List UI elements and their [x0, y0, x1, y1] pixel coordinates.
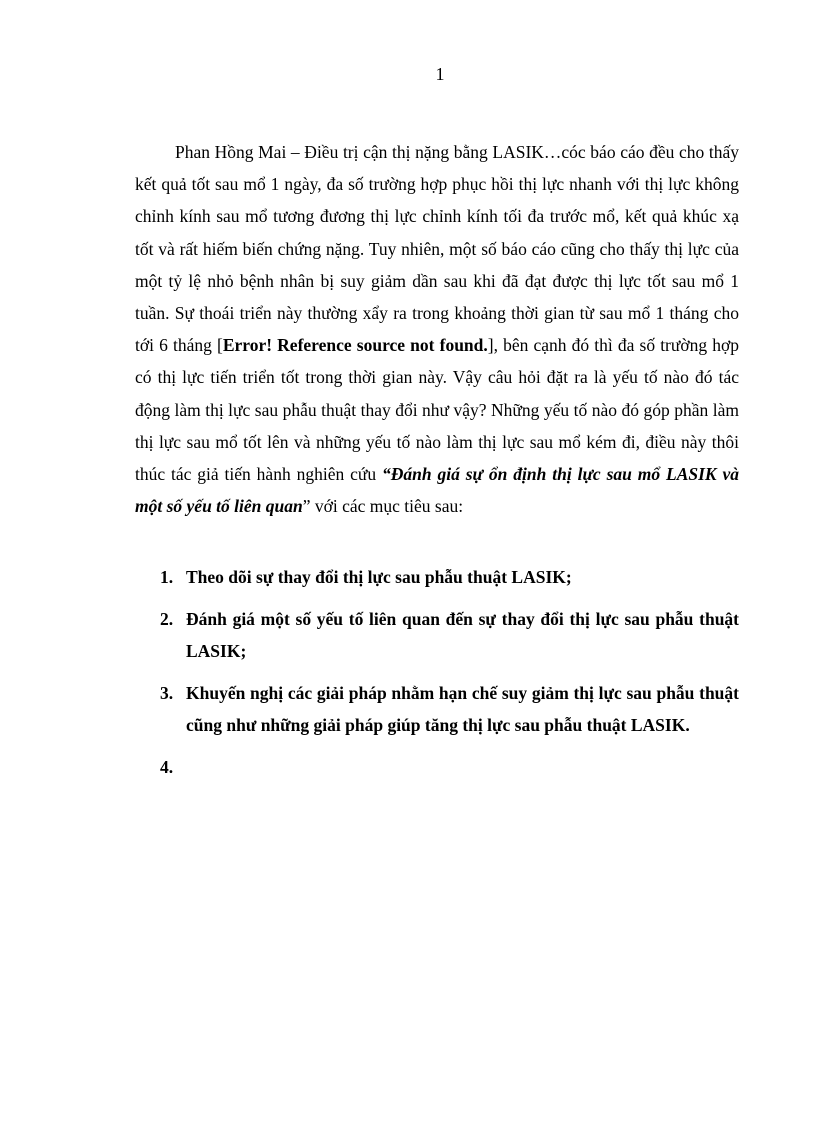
objective-number: 3. [160, 683, 174, 703]
objectives-list [135, 561, 739, 793]
objective-number: 1. [160, 567, 174, 587]
paragraph-text-part1: Phan Hồng Mai – Điều trị cận thị nặng bằng LASIK…cóc báo cáo đều cho thấy kết quả tốt sau mổ 1 ngày, đa số trường hợp phục hồi thị lực nhanh với thị lực không chỉnh kính sau mổ tương đương thị lực chỉnh kính tối đa trước mổ, kết quả khúc xạ tốt và rất hiếm biến chứng nặng. Tuy nhiên, một số báo cáo cũng cho thấy thị lực của một tỷ lệ nhỏ bệnh nhân bị suy giảm dần sau khi đã đạt được thị lực tốt sau mổ 1 tuần. Sự thoái triển này thường xẩy ra trong khoảng thời gian từ sau mổ 1 tháng cho tới 6 tháng [ [135, 142, 739, 356]
objective-text: Khuyến nghị các giải pháp nhằm hạn chế suy giảm thị lực sau phẫu thuật cũng như những giải pháp giúp tăng thị lực sau phẫu thuật LASIK. [186, 683, 739, 735]
objective-item-2 [135, 603, 739, 667]
reference-error-text: Error! Reference source not found. [222, 335, 488, 356]
objective-item-1 [135, 561, 739, 593]
intro-paragraph [135, 136, 739, 522]
objective-number: 4. [160, 757, 174, 777]
objective-text [186, 757, 190, 777]
objective-text: Theo dõi sự thay đổi thị lực sau phẫu thuật LASIK; [186, 567, 572, 587]
paragraph-text-part3: ” với các mục tiêu sau: [302, 496, 464, 517]
objective-item-3 [135, 677, 739, 741]
paragraph-text-part2: ], bên cạnh đó thì đa số trường hợp có thị lực tiến triển tốt trong thời gian này. Vậy câu hỏi đặt ra là yếu tố nào đó tác động làm thị lực sau phẫu thuật thay đổi như vậy? Những yếu tố nào đó góp phần làm thị lực sau mổ tốt lên và những yếu tố nào làm thị lực sau mổ kém đi, điều này thôi thúc tác giả tiến hành nghiên cứu [135, 335, 740, 485]
objective-item-4 [135, 751, 739, 783]
objective-number: 2. [160, 609, 174, 629]
study-title: “Đánh giá sự ổn định thị lực sau mổ LASIK và một số yếu tố liên quan [135, 464, 739, 517]
objective-text: Đánh giá một số yếu tố liên quan đến sự thay đổi thị lực sau phẫu thuật LASIK; [186, 609, 739, 661]
page-number: 1 [435, 64, 445, 84]
